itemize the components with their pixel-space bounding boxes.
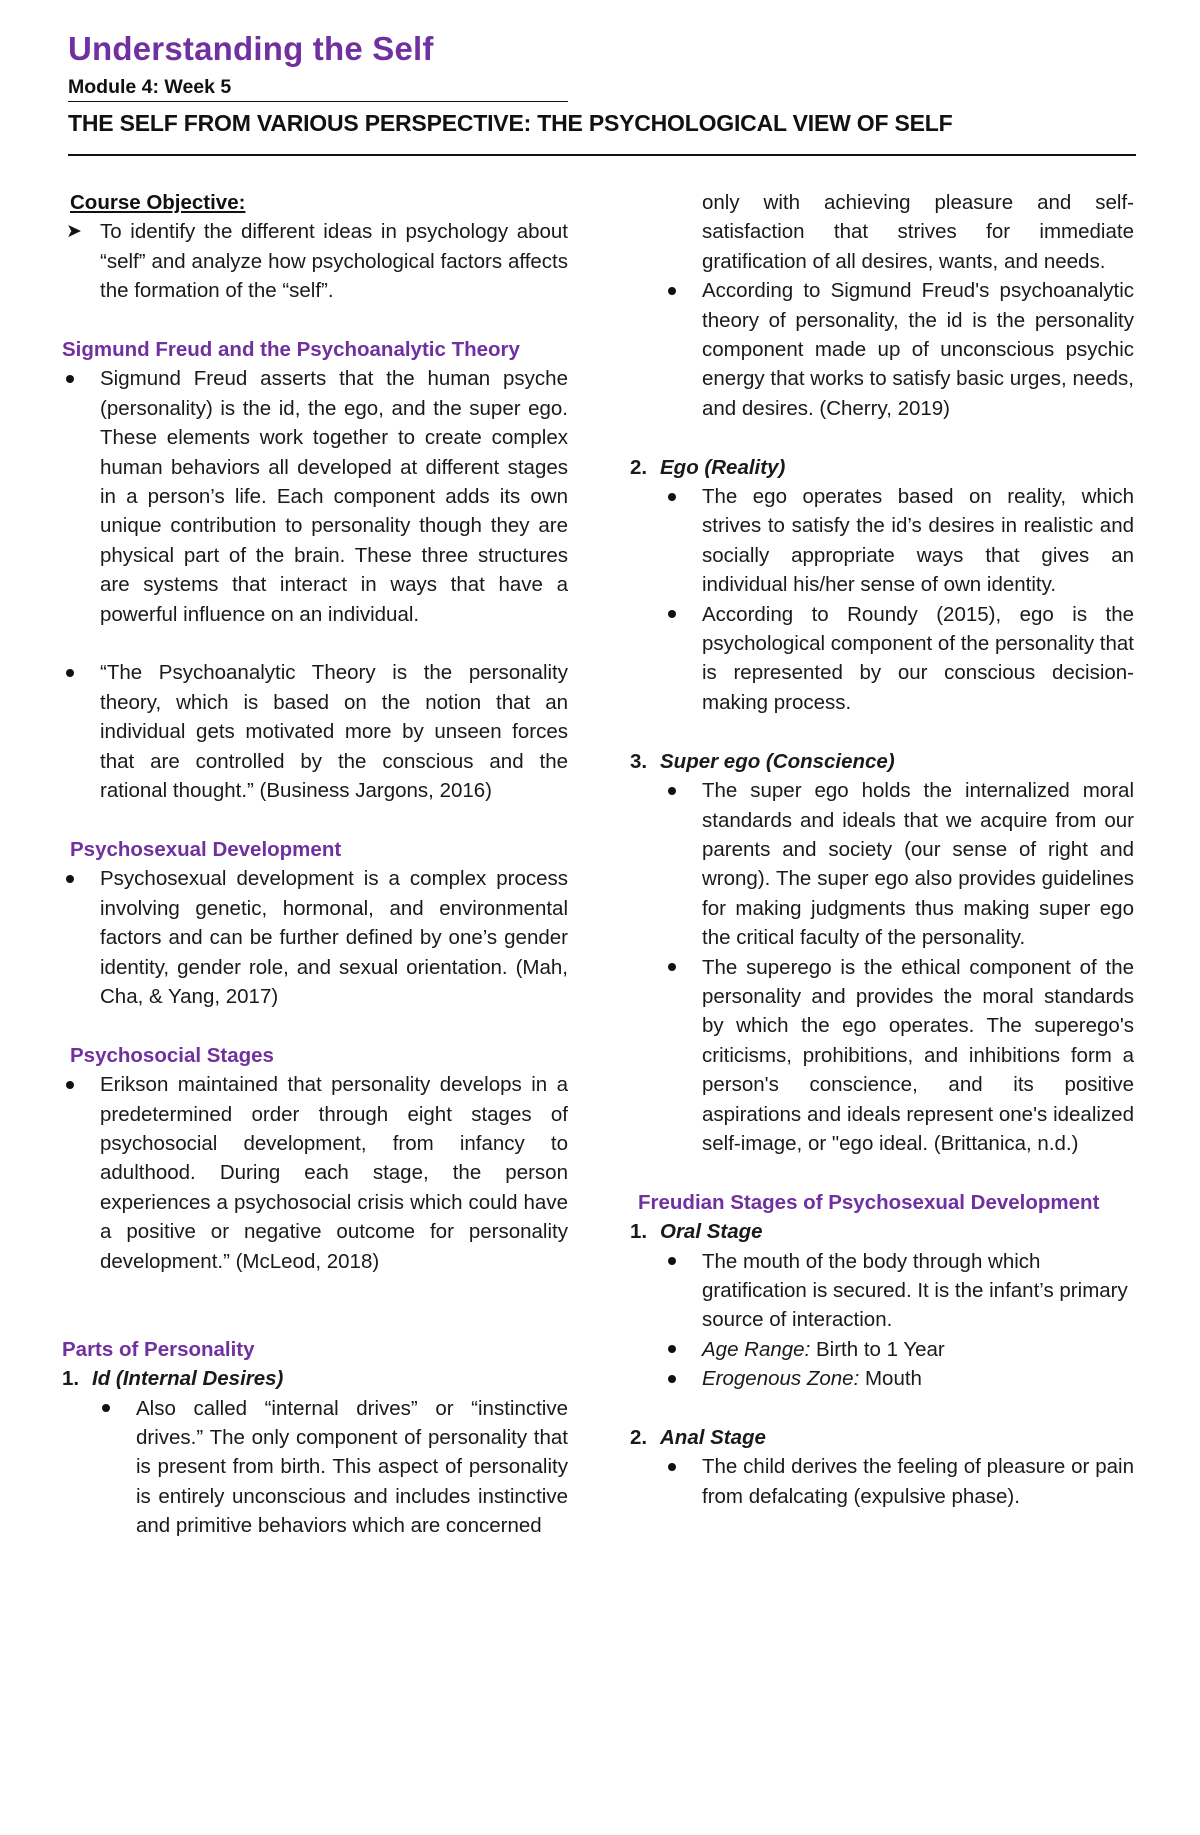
id-title: Id (Internal Desires) [92, 1367, 284, 1391]
arrow-bullet-icon: ➤ [66, 221, 82, 243]
oral-age-value: Birth to 1 Year [810, 1337, 945, 1361]
list-item [630, 1335, 1134, 1364]
ego-bullet-text: The ego operates based on reality, which strives to satisfy the id’s desires in realistic and socially appropriate ways that gives an individual his/her sense of own identity. [702, 485, 1134, 597]
bullet-icon [102, 1394, 136, 1423]
list-item [62, 1394, 568, 1541]
list-item [62, 864, 568, 1011]
anal-title: Anal Stage [660, 1426, 766, 1449]
list-item [630, 600, 1134, 718]
bullet-icon [668, 1247, 702, 1276]
psychosexual-section-title: Psychosexual Development [70, 837, 342, 861]
left-column [62, 188, 568, 1541]
list-item [630, 276, 1134, 423]
right-column [630, 188, 1134, 1511]
list-item [630, 1452, 1134, 1511]
page-title: Understanding the Self [68, 30, 434, 67]
freud-bullet-text: Sigmund Freud asserts that the human psyche (personality) is the id, the ego, and the super ego. These elements work together to create complex human behaviors all developed at different stages in a person’s life. Each component adds its own unique contribution to personality though they are physical part of the brain. These three structures are systems that interact in ways that have a powerful influence on an individual. [100, 367, 568, 626]
objective-item [62, 217, 568, 305]
oral-erogenous-zone [702, 1364, 1134, 1393]
superego-heading [630, 747, 1134, 776]
bullet-icon [668, 482, 702, 511]
oral-zone-label: Erogenous Zone: [702, 1367, 860, 1391]
list-item [62, 364, 568, 629]
list-item [630, 482, 1134, 600]
bullet-icon [668, 953, 702, 982]
oral-number: 1. [630, 1220, 648, 1244]
bullet-icon [668, 1364, 702, 1393]
list-item [630, 776, 1134, 952]
id-bullet2-text: According to Sigmund Freud's psychoanalytic theory of personality, the id is the personality component made up of unconscious psychic energy that works to satisfy basic urges, needs, and desires. (Cherry, 2019) [702, 279, 1134, 420]
ego-title: Ego (Reality) [660, 455, 786, 479]
oral-zone-value: Mouth [859, 1367, 922, 1391]
bullet-icon [66, 364, 100, 393]
psychosocial-section-title: Psychosocial Stages [70, 1043, 274, 1067]
oral-age-range [702, 1335, 1134, 1364]
id-continued-text: only with achieving pleasure and self-satisfaction that strives for immediate gratification of all desires, wants, and needs. [702, 191, 1134, 273]
anal-heading [630, 1423, 1134, 1452]
oral-age-label: Age Range: [702, 1337, 811, 1361]
heading-divider [68, 154, 1136, 156]
anal-text: The child derives the feeling of pleasure or pain from defalcating (expulsive phase). [702, 1455, 1134, 1508]
list-item [630, 953, 1134, 1159]
list-item [62, 1070, 568, 1276]
oral-text: The mouth of the body through which gratification is secured. It is the infant’s primary source of interaction. [702, 1249, 1128, 1332]
psychosexual-bullet-text: Psychosexual development is a complex process involving genetic, hormonal, and environmental factors and can be further defined by one’s gender identity, gender role, and sexual orientation. (Mah, Cha, & Yang, 2017) [100, 867, 568, 1008]
id-number: 1. [62, 1367, 80, 1391]
objective-text: To identify the different ideas in psychology about “self” and analyze how psychological factors affects the formation of the “self”. [100, 220, 568, 303]
parts-section-title: Parts of Personality [62, 1337, 255, 1361]
bullet-icon [668, 1335, 702, 1364]
superego-title: Super ego (Conscience) [660, 749, 895, 773]
bullet-icon [66, 864, 100, 893]
bullet-icon [668, 276, 702, 305]
bullet-icon [66, 658, 100, 687]
bullet-icon [668, 776, 702, 805]
oral-title: Oral Stage [660, 1220, 763, 1244]
freud-section-title: Sigmund Freud and the Psychoanalytic Theory [62, 338, 520, 362]
module-label: Module 4: Week 5 [68, 76, 232, 98]
ego-heading [630, 453, 1134, 482]
freud-bullet-text: “The Psychoanalytic Theory is the personality theory, which is based on the notion that an individual gets motivated more by unseen forces that are controlled by the conscious and the rational thought.” (Business Jargons, 2016) [100, 661, 568, 803]
course-objective-title: Course Objective: [70, 191, 246, 214]
oral-heading [630, 1217, 1134, 1246]
bullet-icon [66, 1070, 100, 1099]
bullet-icon [668, 1452, 702, 1481]
id-bullet-text: Also called “internal drives” or “instinctive drives.” The only component of personality that is present from birth. This aspect of personality is entirely unconscious and includes instinctive and primitive behaviors which are concerned [136, 1396, 568, 1538]
freudian-stages-title: Freudian Stages of Psychosexual Development [638, 1190, 1100, 1214]
id-heading [62, 1364, 568, 1393]
psychosocial-bullet-text: Erikson maintained that personality develops in a predetermined order through eight stages of psychosocial development, from infancy to adulthood. During each stage, the person experiences a psychosocial crisis which could have a positive or negative outcome for personality development.” (McLeod, 2018) [100, 1073, 568, 1273]
bullet-icon [668, 600, 702, 629]
superego-bullet-text: The superego is the ethical component of the personality and provides the moral standards by which the ego operates. The superego's criticisms, prohibitions, and inhibitions form a person's conscience, and its positive aspirations and ideals represent one's idealized self-image, or "ego ideal. (Brittanica, n.d.) [702, 955, 1134, 1155]
superego-number: 3. [630, 749, 648, 773]
list-item [630, 1247, 1134, 1335]
list-item [630, 1364, 1134, 1393]
ego-number: 2. [630, 455, 648, 479]
ego-bullet-text: According to Roundy (2015), ego is the psychological component of the personality that is represented by our conscious decision-making process. [702, 602, 1134, 714]
module-underline [68, 101, 568, 102]
main-heading: THE SELF FROM VARIOUS PERSPECTIVE: THE PSYCHOLOGICAL VIEW OF SELF [68, 110, 953, 136]
list-item [62, 658, 568, 805]
superego-bullet-text: The super ego holds the internalized moral standards and ideals that we acquire from our parents and society (our sense of right and wrong). The super ego also provides guidelines for making judgments thus making super ego the critical faculty of the personality. [702, 779, 1134, 950]
anal-number: 2. [630, 1426, 648, 1449]
